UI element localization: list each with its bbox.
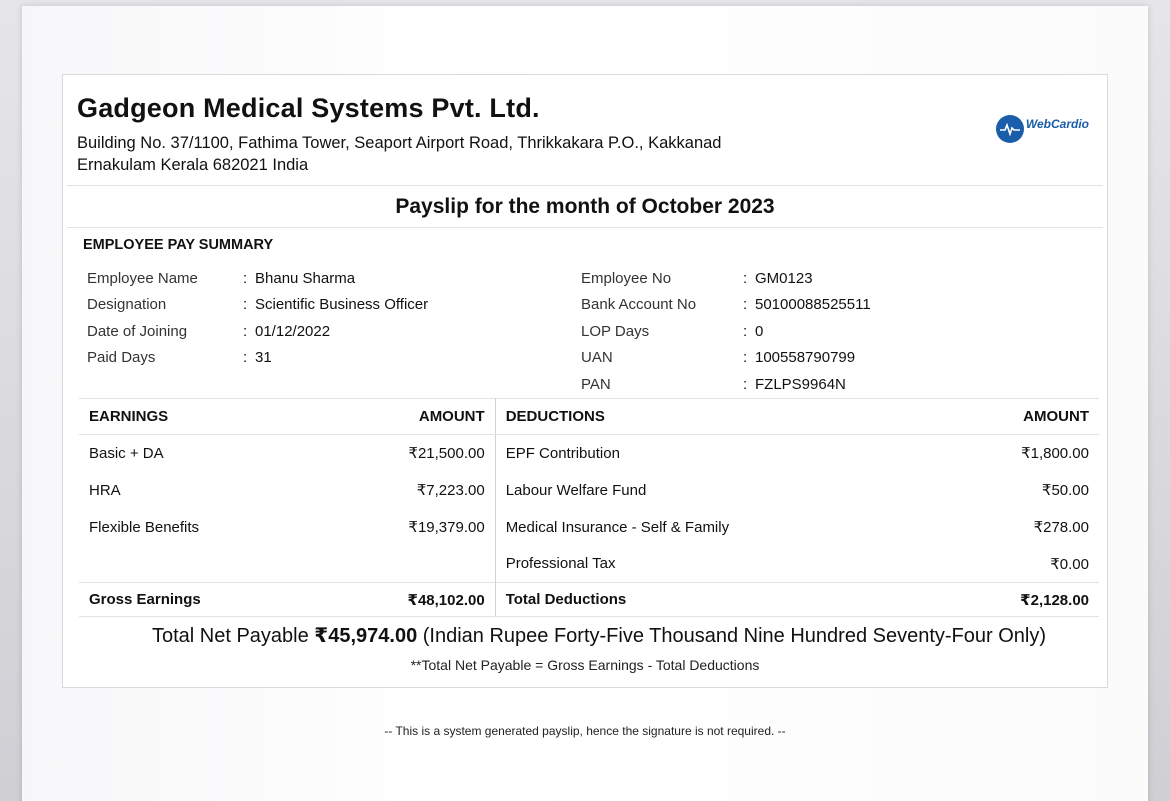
earnings-amount-header: AMOUNT: [318, 399, 495, 435]
earning-amount: ₹19,379.00: [318, 509, 495, 546]
info-value: FZLPS9964N: [755, 375, 846, 393]
earnings-deductions-table: [79, 398, 1099, 617]
employee-info-left: [87, 265, 428, 371]
info-label: Employee Name: [87, 269, 198, 287]
gross-earnings-amount: ₹48,102.00: [318, 583, 495, 617]
net-payable-amount: ₹45,974.00: [314, 625, 418, 647]
info-row-date-of-joining: Date of Joining : 01/12/2022: [87, 322, 331, 340]
earning-amount: [318, 546, 495, 583]
info-row-employee-no: Employee No : GM0123: [581, 269, 813, 287]
divider: [67, 227, 1103, 228]
employee-info-right: [581, 265, 871, 398]
info-value: 100558790799: [755, 349, 856, 367]
info-value: 50100088525511: [755, 296, 871, 314]
company-address: [77, 132, 721, 176]
heartbeat-icon: [996, 115, 1024, 143]
info-row-lop-days: LOP Days : 0: [581, 322, 764, 340]
company-header: [77, 93, 721, 176]
net-payable: [91, 623, 1107, 648]
info-row-bank-account: Bank Account No : 50100088525511: [581, 296, 871, 314]
net-payable-formula: **Total Net Payable = Gross Earnings - Total Deductions: [410, 657, 760, 673]
info-value: Bhanu Sharma: [255, 269, 356, 287]
info-label: UAN: [581, 349, 613, 367]
deductions-header: DEDUCTIONS: [495, 399, 938, 435]
info-value: GM0123: [755, 269, 813, 287]
net-payable-words: (Indian Rupee Forty-Five Thousand Nine Hundred Seventy-Four Only): [422, 625, 1047, 647]
table-row: [79, 509, 1099, 546]
info-row-employee-name: Employee Name : Bhanu Sharma: [87, 269, 356, 287]
deduction-label: Medical Insurance - Self & Family: [505, 518, 730, 536]
company-address-line1: Building No. 37/1100, Fathima Tower, Seaport Airport Road, Thrikkakara P.O., Kakkanad: [77, 134, 722, 152]
info-row-uan: UAN : 100558790799: [581, 349, 856, 367]
deduction-amount: ₹278.00: [1033, 519, 1089, 536]
net-payable-label: Total Net Payable: [151, 625, 309, 647]
footer-note: -- This is a system generated payslip, hence the signature is not required. --: [384, 724, 786, 738]
info-value: 0: [755, 322, 764, 340]
info-label: Bank Account No: [581, 296, 697, 314]
gross-earnings-label: Gross Earnings: [79, 583, 318, 617]
info-value: 31: [255, 349, 272, 367]
deductions-amount-header: AMOUNT: [938, 399, 1099, 435]
company-logo: [996, 115, 1089, 143]
deduction-label: Labour Welfare Fund: [505, 481, 647, 499]
info-row-pan: PAN : FZLPS9964N: [581, 375, 846, 393]
earnings-header: EARNINGS: [79, 399, 318, 435]
summary-heading: EMPLOYEE PAY SUMMARY: [83, 237, 274, 253]
table-row: [79, 546, 1099, 583]
earning-amount: ₹7,223.00: [318, 472, 495, 509]
info-label: PAN: [581, 375, 611, 393]
deduction-amount: ₹1,800.00: [1021, 445, 1089, 463]
deduction-label: EPF Contribution: [505, 444, 620, 462]
table-header-row: [79, 399, 1099, 435]
total-deductions-amount: ₹2,128.00: [938, 583, 1099, 617]
company-address-line2: Ernakulam Kerala 682021 India: [77, 156, 309, 174]
info-label: LOP Days: [581, 322, 650, 340]
earning-label: HRA: [89, 481, 121, 499]
earning-label: Flexible Benefits: [89, 518, 200, 536]
deduction-amount: ₹0.00: [1050, 555, 1089, 573]
deduction-amount: ₹50.00: [1041, 482, 1089, 499]
info-label: Paid Days: [87, 349, 156, 367]
logo-wordmark: WebCardio: [1025, 117, 1089, 131]
info-label: Date of Joining: [87, 322, 188, 340]
info-value: 01/12/2022: [255, 322, 331, 340]
deduction-label: Professional Tax: [505, 555, 616, 573]
info-value: Scientific Business Officer: [255, 296, 429, 314]
total-deductions-label: Total Deductions: [495, 583, 938, 617]
earning-amount: ₹21,500.00: [318, 435, 495, 472]
info-row-paid-days: Paid Days : 31: [87, 349, 272, 367]
company-name: Gadgeon Medical Systems Pvt. Ltd.: [77, 93, 540, 123]
info-label: Employee No: [581, 269, 672, 287]
info-row-designation: Designation : Scientific Business Officer: [87, 296, 429, 314]
payslip-title: Payslip for the month of October 2023: [395, 195, 775, 218]
table-row: [79, 435, 1099, 472]
payslip: [62, 74, 1108, 688]
earning-label: [79, 546, 318, 583]
info-label: Designation: [87, 296, 167, 314]
earning-label: Basic + DA: [89, 444, 164, 462]
totals-row: [79, 583, 1099, 617]
table-row: [79, 472, 1099, 509]
divider: [67, 185, 1103, 186]
